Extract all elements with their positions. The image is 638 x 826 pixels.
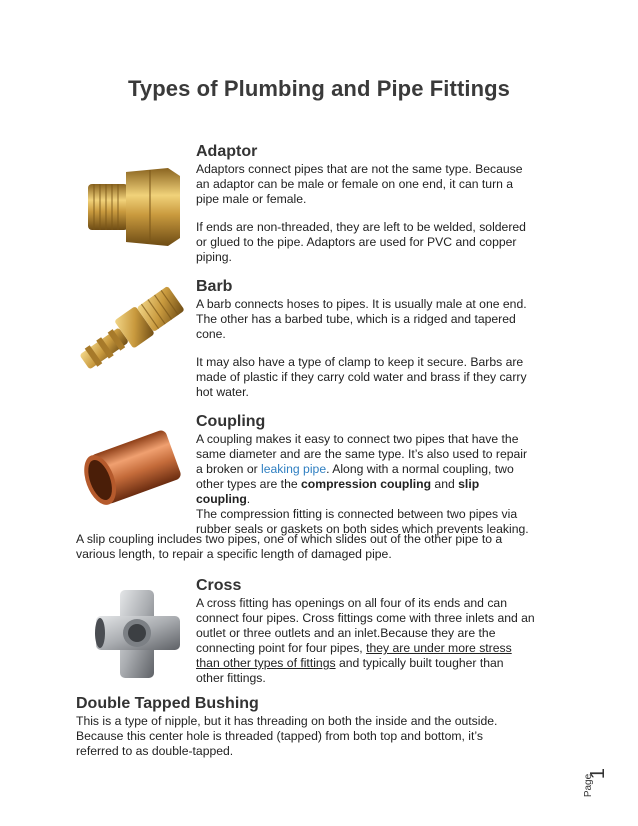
text-line: The other has a barbed tube, which is a ridged and tapered	[196, 312, 516, 326]
text-span: other types are the	[196, 477, 302, 491]
text-line: outlet or three outlets and an inlet.Because they are the	[196, 626, 496, 640]
steel-cross-image	[90, 586, 186, 682]
stress-link-continued[interactable]: than other types of fittings	[196, 656, 336, 670]
text-line: connect four pipes. Cross fittings come with three inlets and an	[196, 611, 535, 625]
stress-link[interactable]: they are under more stress	[366, 641, 512, 655]
page-title: Types of Plumbing and Pipe Fittings	[128, 76, 510, 101]
leaking-pipe-link[interactable]: leaking pipe	[261, 462, 327, 476]
text-line: or glued to the pipe. Adaptors are used for PVC and copper	[196, 235, 517, 249]
text-line: This is a type of nipple, but it has threading on both the inside and the outside.	[76, 714, 498, 728]
slip-coupling-paragraph	[76, 532, 576, 562]
coupling-heading: Coupling	[196, 413, 266, 430]
text-line: pipe male or female.	[196, 192, 307, 206]
text-line: A cross fitting has openings on all four of its ends and can	[196, 596, 507, 610]
adaptor-paragraph-2	[196, 220, 576, 265]
text-line	[196, 641, 580, 656]
coupling-paragraph	[196, 432, 576, 537]
copper-coupling-image	[78, 428, 188, 508]
text-line: It may also have a type of clamp to keep it secure. Barbs are	[196, 355, 524, 369]
double-tapped-bushing-paragraph	[76, 714, 576, 759]
text-line	[196, 477, 576, 492]
text-line: cone.	[196, 327, 226, 341]
page-label: Page	[583, 773, 595, 798]
cross-paragraph	[196, 596, 580, 686]
barb-paragraph-2	[196, 355, 576, 400]
text-line: other fittings.	[196, 671, 266, 685]
text-line: Because this center hole is threaded (tapped) from both top and bottom, it’s	[76, 729, 483, 743]
barb-paragraph-1	[196, 297, 576, 342]
coupling-term: coupling	[196, 492, 247, 506]
text-line	[196, 656, 580, 671]
slip-term: slip	[458, 477, 480, 491]
text-span: and	[431, 477, 459, 491]
barb-heading: Barb	[196, 278, 233, 295]
text-line: The compression fitting is connected between two pipes via	[196, 507, 518, 521]
text-line: piping.	[196, 250, 232, 264]
text-span: .	[246, 492, 251, 506]
text-line: referred to as double-tapped.	[76, 744, 234, 758]
text-span: a broken or	[196, 462, 262, 476]
text-line: same diameter and are the same type. It’s also used to repair	[196, 447, 528, 461]
text-line: rubber seals or gaskets on both sides which prevents leaking.	[196, 522, 529, 536]
text-line: various length, to repair a specific length of damaged pipe.	[76, 547, 392, 561]
cross-heading: Cross	[196, 577, 242, 594]
adaptor-paragraph-1	[196, 162, 576, 207]
brass-adaptor-image	[80, 162, 188, 250]
text-line: Adaptors connect pipes that are not the same type. Because	[196, 162, 523, 176]
text-span: and typically built tougher than	[335, 656, 504, 670]
text-line	[196, 492, 576, 507]
text-line: A barb connects hoses to pipes. It is usually male at one end.	[196, 297, 527, 311]
page-number-marker	[583, 760, 611, 802]
text-line: A coupling makes it easy to connect two pipes that have the	[196, 432, 519, 446]
text-line: an adaptor can be male or female on one end, it can turn a	[196, 177, 514, 191]
brass-barb-image	[72, 284, 192, 374]
text-span: . Along with a normal coupling, two	[326, 462, 514, 476]
text-line: hot water.	[196, 385, 249, 399]
text-line	[196, 462, 576, 477]
adaptor-heading: Adaptor	[196, 143, 258, 160]
page-number: 1	[587, 767, 610, 780]
text-line: A slip coupling includes two pipes, one of which slides out of the other pipe to a	[76, 532, 503, 546]
text-span: connecting point for four pipes,	[196, 641, 367, 655]
text-line: made of plastic if they carry cold water and brass if they carry	[196, 370, 527, 384]
text-line: If ends are non-threaded, they are left to be welded, soldered	[196, 220, 526, 234]
double-tapped-bushing-heading: Double Tapped Bushing	[76, 695, 259, 712]
compression-coupling-term: compression coupling	[301, 477, 432, 491]
